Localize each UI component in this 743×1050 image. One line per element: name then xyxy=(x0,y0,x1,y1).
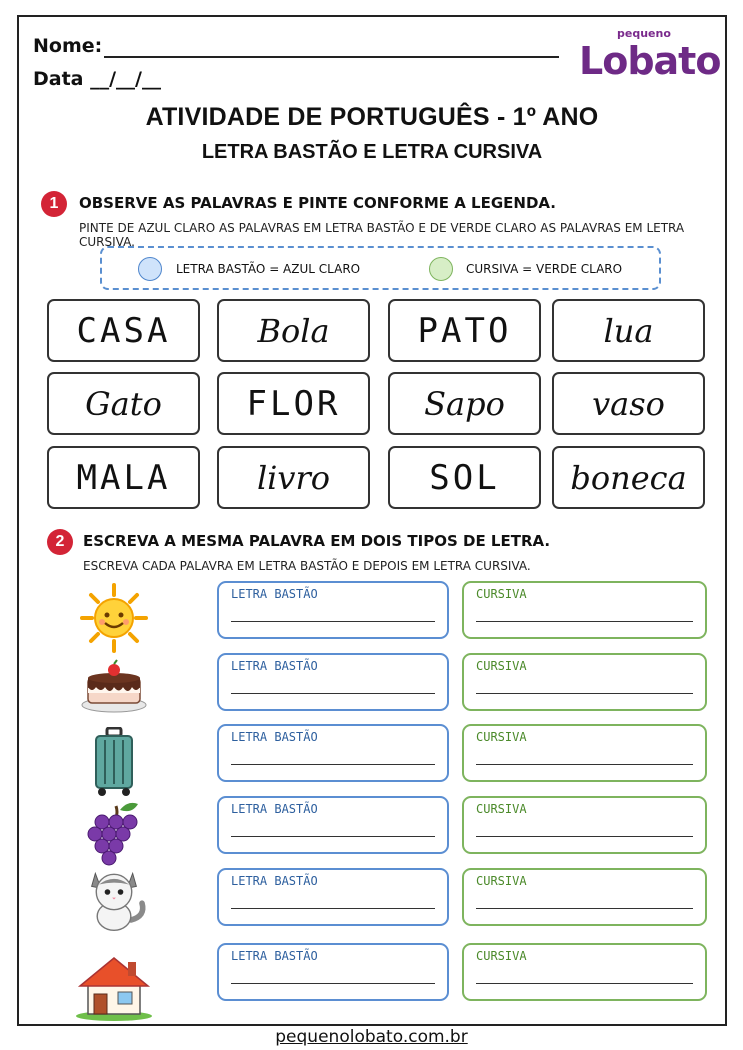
worksheet xyxy=(17,15,727,1026)
question-1-badge: 1 xyxy=(41,191,67,217)
green-legend-dot xyxy=(429,257,453,281)
print-label: LETRA BASTÃO xyxy=(231,949,318,963)
cursive-writing-box[interactable] xyxy=(462,796,707,854)
legend-cursive-label: CURSIVA = VERDE CLARO xyxy=(466,262,623,276)
writing-line[interactable] xyxy=(231,764,435,765)
word-text: SOL xyxy=(429,457,500,498)
word-text: livro xyxy=(256,458,331,497)
writing-line[interactable] xyxy=(476,693,693,694)
page-subtitle: LETRA BASTÃO E LETRA CURSIVA xyxy=(201,141,543,163)
writing-line[interactable] xyxy=(476,836,693,837)
cursive-label: CURSIVA xyxy=(476,659,527,673)
writing-line[interactable] xyxy=(231,621,435,622)
logo-main-text: Lobato xyxy=(579,39,721,83)
word-box[interactable] xyxy=(388,299,541,362)
word-text: Sapo xyxy=(424,384,505,423)
question-1-title: OBSERVE AS PALAVRAS E PINTE CONFORME A LEGENDA. xyxy=(79,194,557,212)
word-text: FLOR xyxy=(246,383,341,424)
word-box[interactable] xyxy=(47,446,200,509)
footer-link[interactable]: pequenolobato.com.br xyxy=(275,1027,468,1047)
sun-icon xyxy=(74,583,154,653)
print-writing-box[interactable] xyxy=(217,868,449,926)
print-writing-box[interactable] xyxy=(217,581,449,639)
grapes-icon xyxy=(74,798,154,868)
cursive-writing-box[interactable] xyxy=(462,868,707,926)
logo-small-text: pequeno xyxy=(617,27,671,40)
print-label: LETRA BASTÃO xyxy=(231,802,318,816)
writing-line[interactable] xyxy=(476,908,693,909)
cursive-label: CURSIVA xyxy=(476,949,527,963)
writing-line[interactable] xyxy=(476,983,693,984)
cursive-label: CURSIVA xyxy=(476,730,527,744)
word-box[interactable] xyxy=(217,372,370,435)
cat-icon xyxy=(74,864,154,934)
cursive-label: CURSIVA xyxy=(476,587,527,601)
writing-line[interactable] xyxy=(231,693,435,694)
print-label: LETRA BASTÃO xyxy=(231,587,318,601)
writing-line[interactable] xyxy=(231,908,435,909)
writing-line[interactable] xyxy=(476,764,693,765)
logo xyxy=(579,27,719,87)
legend-print-label: LETRA BASTÃO = AZUL CLARO xyxy=(176,262,361,276)
writing-line[interactable] xyxy=(231,983,435,984)
word-box[interactable] xyxy=(388,446,541,509)
page-title: ATIVIDADE DE PORTUGUÊS - 1º ANO xyxy=(145,103,599,131)
cursive-writing-box[interactable] xyxy=(462,653,707,711)
writing-line[interactable] xyxy=(231,836,435,837)
question-1-instruction: PINTE DE AZUL CLARO AS PALAVRAS EM LETRA BASTÃO E DE VERDE CLARO AS PALAVRAS EM LETRA CURSIVA. xyxy=(79,221,685,249)
cursive-label: CURSIVA xyxy=(476,802,527,816)
print-label: LETRA BASTÃO xyxy=(231,659,318,673)
word-text: MALA xyxy=(76,457,171,498)
print-writing-box[interactable] xyxy=(217,724,449,782)
cursive-label: CURSIVA xyxy=(476,874,527,888)
word-box[interactable] xyxy=(47,299,200,362)
date-label: Data __/__/__ xyxy=(33,68,161,90)
writing-line[interactable] xyxy=(476,621,693,622)
word-text: boneca xyxy=(570,458,687,497)
word-box[interactable] xyxy=(552,446,705,509)
word-text: CASA xyxy=(76,310,171,351)
word-box[interactable] xyxy=(47,372,200,435)
question-2-badge: 2 xyxy=(47,529,73,555)
name-label: Nome: xyxy=(33,35,103,57)
house-icon xyxy=(74,952,154,1022)
cursive-writing-box[interactable] xyxy=(462,943,707,1001)
word-box[interactable] xyxy=(217,446,370,509)
cursive-writing-box[interactable] xyxy=(462,581,707,639)
cursive-writing-box[interactable] xyxy=(462,724,707,782)
word-text: vaso xyxy=(592,384,665,423)
print-label: LETRA BASTÃO xyxy=(231,730,318,744)
cake-icon xyxy=(74,650,154,720)
word-box[interactable] xyxy=(388,372,541,435)
print-label: LETRA BASTÃO xyxy=(231,874,318,888)
question-2-title: ESCREVA A MESMA PALAVRA EM DOIS TIPOS DE LETRA. xyxy=(83,532,551,550)
print-writing-box[interactable] xyxy=(217,653,449,711)
word-box[interactable] xyxy=(217,299,370,362)
word-box[interactable] xyxy=(552,372,705,435)
word-text: Bola xyxy=(257,311,330,350)
color-legend xyxy=(100,246,661,290)
word-box[interactable] xyxy=(552,299,705,362)
blue-legend-dot xyxy=(138,257,162,281)
word-text: lua xyxy=(603,311,654,350)
print-writing-box[interactable] xyxy=(217,796,449,854)
word-text: Gato xyxy=(85,384,162,423)
question-2-instruction: ESCREVA CADA PALAVRA EM LETRA BASTÃO E DEPOIS EM LETRA CURSIVA. xyxy=(83,559,531,573)
word-text: PATO xyxy=(417,310,512,351)
suitcase-icon xyxy=(74,727,154,797)
print-writing-box[interactable] xyxy=(217,943,449,1001)
name-line xyxy=(104,56,559,58)
